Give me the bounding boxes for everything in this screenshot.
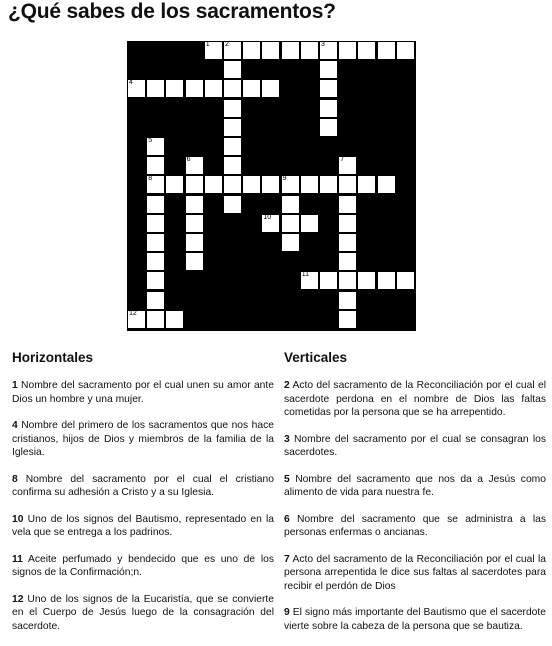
clue-num: 9	[284, 607, 290, 618]
clue-text: Nombre del sacramento que se administra a las personas enfermas o ancianas.	[284, 513, 546, 538]
clue-text: Nombre del sacramento que nos da a Jesús como alimento de vida para nuestra fe.	[284, 473, 546, 498]
crossword-cell[interactable]	[242, 79, 261, 98]
crossword-cell[interactable]	[165, 175, 184, 194]
clue-number: 2	[225, 41, 229, 48]
crossword-cell[interactable]	[338, 291, 357, 310]
crossword-cell[interactable]	[223, 41, 242, 60]
crossword-cell[interactable]	[319, 99, 338, 118]
crossword-cell[interactable]	[261, 41, 280, 60]
crossword-cell[interactable]	[338, 252, 357, 271]
crossword-cell[interactable]	[146, 291, 165, 310]
crossword-cell[interactable]	[223, 99, 242, 118]
clue-number: 5	[148, 137, 153, 144]
vertical-clue	[284, 606, 546, 633]
clue-text: El signo más importante del Bautismo que el sacerdote vierte sobre la cabeza de la persona que se bautiza.	[284, 607, 546, 632]
horizontal-clue	[12, 593, 274, 634]
crossword-cell[interactable]	[319, 41, 338, 60]
crossword-cell[interactable]	[338, 175, 357, 194]
crossword-cell[interactable]	[146, 214, 165, 233]
clue-text: Uno de los signos del Bautismo, representado en la vela que se entrega a los padrinos.	[12, 513, 274, 538]
crossword-cell[interactable]	[146, 233, 165, 252]
clue-number: 12	[129, 309, 137, 317]
crossword-cell[interactable]	[185, 233, 204, 252]
crossword-cell[interactable]	[223, 79, 242, 98]
crossword-cell[interactable]	[338, 310, 357, 329]
horizontal-clue	[12, 513, 274, 540]
crossword-cell[interactable]	[377, 271, 396, 290]
crossword-cell[interactable]	[185, 175, 204, 194]
crossword-grid	[127, 41, 416, 331]
crossword-cell[interactable]	[223, 137, 242, 156]
crossword-cell[interactable]	[261, 214, 280, 233]
crossword-cell[interactable]	[185, 252, 204, 271]
crossword-cell[interactable]	[185, 156, 204, 175]
clue-num: 6	[284, 513, 290, 525]
crossword-cell[interactable]	[165, 79, 184, 98]
vertical-clue	[284, 473, 546, 500]
crossword-cell[interactable]	[281, 175, 300, 194]
crossword-cell[interactable]	[185, 214, 204, 233]
clue-text: Uno de los signos de la Eucaristía, que se convierte en el Cuerpo de Jesús luego de la consagración del sacerdote.	[12, 593, 274, 632]
crossword-cell[interactable]	[281, 233, 300, 252]
crossword-cell[interactable]	[319, 271, 338, 290]
crossword-cell[interactable]	[319, 118, 338, 137]
vertical-clue	[284, 379, 546, 420]
crossword-cell[interactable]	[396, 271, 415, 290]
crossword-cell[interactable]	[146, 310, 165, 329]
crossword-cell[interactable]	[242, 41, 261, 60]
clue-num: 10	[12, 513, 24, 525]
clue-text: Acto del sacramento de la Reconciliación por el cual la persona arrepentida le dice sus faltas al sacerdotes para recibir el perdón de Dios	[284, 553, 546, 592]
crossword-cell[interactable]	[338, 41, 357, 60]
clue-number: 11	[301, 271, 310, 279]
clue-num: 1	[12, 380, 18, 391]
clue-number: 9	[282, 175, 287, 183]
clue-text: Acto del sacramento de la Reconciliación por el cual el sacerdote perdona en el nombre de Dios las faltas cometidas por la persona que se ha arrepentido.	[284, 380, 546, 418]
clue-num: 3	[284, 433, 290, 445]
vertical-clue	[284, 553, 546, 594]
clue-num: 11	[12, 553, 23, 565]
crossword-cell[interactable]	[146, 79, 165, 98]
clue-num: 4	[12, 420, 18, 431]
clue-number: 6	[186, 156, 191, 164]
crossword-cell[interactable]	[146, 271, 165, 290]
crossword-cell[interactable]	[319, 60, 338, 79]
crossword-cell[interactable]	[204, 79, 223, 98]
crossword-cell[interactable]	[127, 79, 146, 98]
crossword-cell[interactable]	[204, 175, 223, 194]
crossword-cell[interactable]	[319, 79, 338, 98]
clue-number: 3	[321, 41, 325, 48]
crossword-cell[interactable]	[300, 175, 319, 194]
crossword-cell[interactable]	[357, 175, 376, 194]
clue-num: 5	[284, 473, 290, 485]
crossword-cell[interactable]	[261, 175, 280, 194]
clue-text: Nombre del sacramento por el cual se consagran los sacerdotes.	[284, 433, 546, 458]
horizontal-clue	[12, 379, 274, 406]
page-title: ¿Qué sabes de los sacramentos?	[8, 0, 336, 23]
crossword-cell[interactable]	[146, 195, 165, 214]
crossword-cell[interactable]	[223, 175, 242, 194]
clue-text: Nombre del sacramento por el cual el cristiano confirma su adhesión a Cristo y a su Iglesia.	[12, 473, 274, 498]
crossword-cell[interactable]	[127, 310, 146, 329]
horizontal-clues	[12, 350, 274, 646]
crossword-cell[interactable]	[223, 60, 242, 79]
vertical-clue	[284, 433, 546, 460]
clue-text: Aceite perfumado y bendecido que es uno de los signos de la Confirmación;n.	[12, 553, 274, 578]
horizontal-clue	[12, 419, 274, 460]
crossword-cell[interactable]	[204, 41, 223, 60]
crossword-cell[interactable]	[338, 271, 357, 290]
clue-num: 2	[284, 380, 290, 391]
clue-text: Nombre del sacramento por el cual unen su amor ante Dios un hombre y una mujer.	[12, 380, 274, 405]
crossword-cell[interactable]	[281, 214, 300, 233]
crossword-cell[interactable]	[146, 175, 165, 194]
crossword-cell[interactable]	[185, 195, 204, 214]
crossword-cell[interactable]	[281, 41, 300, 60]
vertical-clues	[284, 350, 546, 646]
crossword-cell[interactable]	[338, 214, 357, 233]
vertical-heading: Verticales	[284, 350, 348, 365]
clue-num: 7	[284, 553, 290, 565]
crossword-cell[interactable]	[146, 156, 165, 175]
crossword-cell[interactable]	[261, 79, 280, 98]
clue-number: 8	[148, 175, 153, 183]
horizontal-heading: Horizontales	[12, 350, 94, 365]
horizontal-clue	[12, 473, 274, 500]
vertical-clue	[284, 513, 546, 540]
crossword-cell[interactable]	[377, 175, 396, 194]
crossword-cell[interactable]	[300, 214, 319, 233]
crossword-cell[interactable]	[223, 118, 242, 137]
clue-num: 8	[12, 473, 18, 485]
crossword-cell[interactable]	[300, 41, 319, 60]
crossword-cell[interactable]	[357, 41, 376, 60]
clue-number: 1	[205, 41, 210, 48]
clue-number: 10	[263, 213, 272, 221]
crossword-cell[interactable]	[223, 156, 242, 175]
crossword-cell[interactable]	[281, 195, 300, 214]
clue-number: 7	[340, 156, 345, 164]
clue-number: 4	[129, 79, 133, 87]
crossword-cell[interactable]	[223, 195, 242, 214]
crossword-cell[interactable]	[185, 79, 204, 98]
crossword-cell[interactable]	[300, 271, 319, 290]
crossword-cell[interactable]	[377, 41, 396, 60]
crossword-cell[interactable]	[242, 175, 261, 194]
crossword-cell[interactable]	[357, 271, 376, 290]
crossword-cell[interactable]	[338, 195, 357, 214]
crossword-cell[interactable]	[396, 41, 415, 60]
horizontal-clue	[12, 553, 274, 580]
crossword-cell[interactable]	[338, 156, 357, 175]
crossword-cell[interactable]	[165, 310, 184, 329]
clue-num: 12	[12, 593, 24, 605]
crossword-cell[interactable]	[146, 252, 165, 271]
clue-text: Nombre del primero de los sacramentos que nos hace cristianos, hijos de Dios y miembros de la familia de la Iglesia.	[12, 420, 274, 458]
crossword-cell[interactable]	[146, 137, 165, 156]
crossword-cell[interactable]	[338, 233, 357, 252]
crossword-cell[interactable]	[319, 175, 338, 194]
